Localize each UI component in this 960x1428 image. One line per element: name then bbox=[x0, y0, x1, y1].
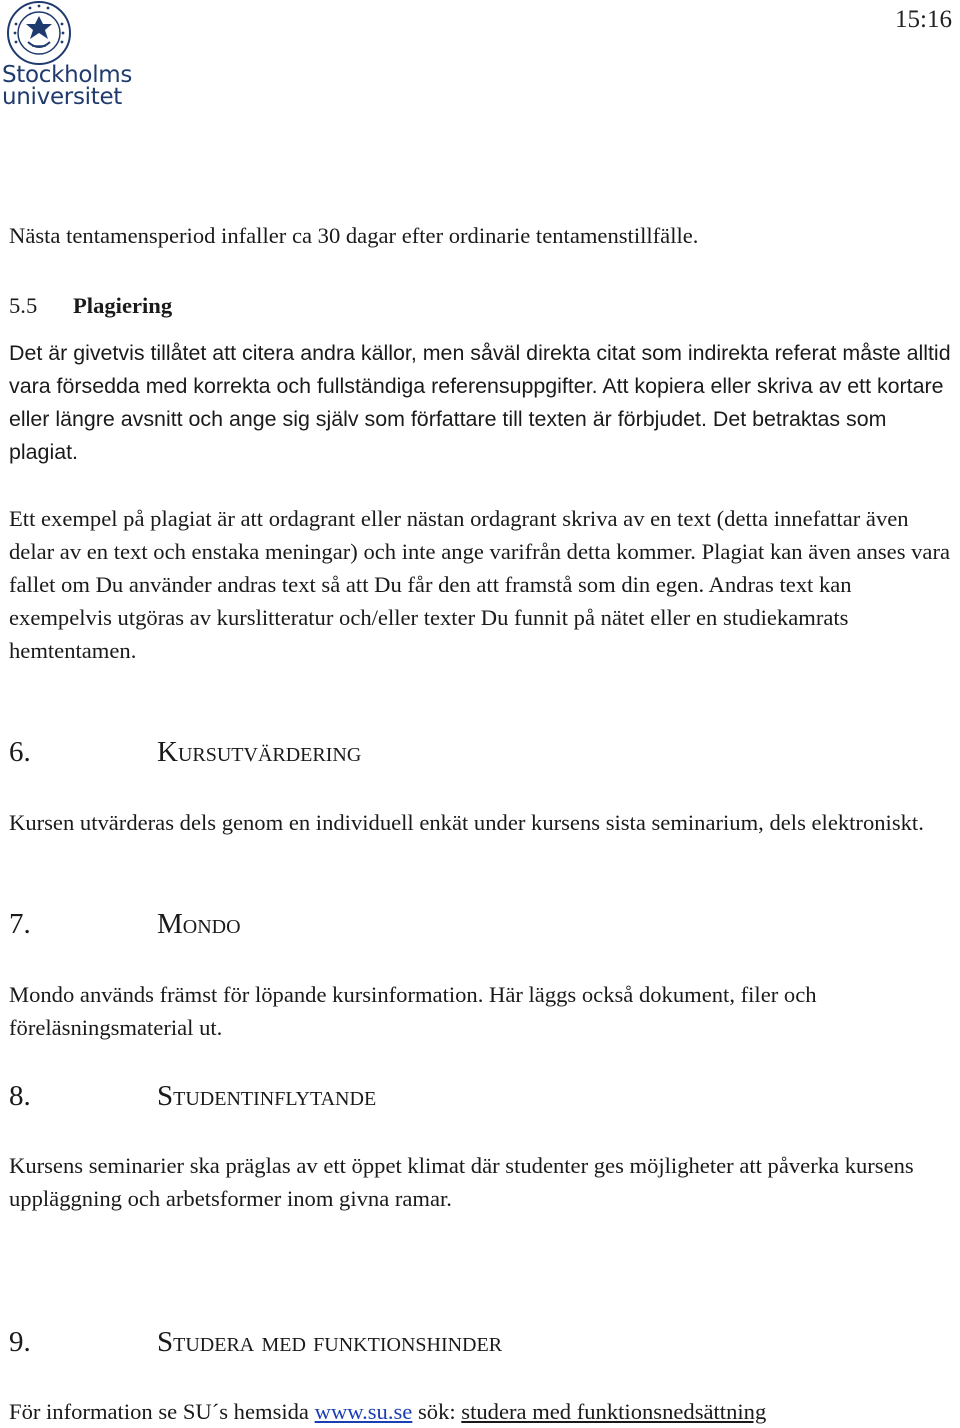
disability-info-middle: sök: bbox=[412, 1399, 462, 1424]
section-title: Plagiering bbox=[73, 293, 173, 318]
section-heading-5-5 bbox=[9, 289, 172, 322]
logo-line-2: universitet bbox=[2, 84, 123, 110]
disability-search-link[interactable]: studera med funktionsnedsättning bbox=[461, 1399, 767, 1424]
section-number: 9. bbox=[9, 1326, 31, 1358]
plagiarism-paragraph-1: Det är givetvis tillåtet att citera andra källor, men såväl direkta citat som indirekta referat måste alltid vara försedda med korrekta och fullständiga referensuppgifter. Att kopiera eller skriva av ett kortare eller längre avsnitt och ange sig själv som författare till texten är förbjudet. Det betraktas som plagiat. bbox=[9, 341, 951, 464]
disability-info-prefix: För information se SU´s hemsida bbox=[9, 1399, 315, 1424]
intro-paragraph: Nästa tentamensperiod infaller ca 30 dagar efter ordinarie tentamenstillfälle. bbox=[9, 223, 699, 248]
section-number: 8. bbox=[9, 1080, 31, 1112]
section-title: Studera med funktionshinder bbox=[157, 1326, 503, 1358]
university-seal-icon bbox=[6, 0, 72, 66]
disability-info-paragraph bbox=[9, 1395, 954, 1428]
page-time: 15:16 bbox=[895, 6, 952, 33]
section-number: 5.5 bbox=[9, 293, 38, 318]
mondo-paragraph: Mondo används främst för löpande kursinformation. Här läggs också dokument, filer och föreläsningsmaterial ut. bbox=[9, 982, 817, 1040]
su-website-link[interactable]: www.su.se bbox=[314, 1399, 413, 1424]
section-title: Kursutvärdering bbox=[157, 736, 362, 768]
section-number: 7. bbox=[9, 908, 31, 940]
section-title: Mondo bbox=[157, 908, 241, 940]
section-number: 6. bbox=[9, 736, 31, 768]
student-influence-paragraph: Kursens seminarier ska präglas av ett öppet klimat där studenter ges möjligheter att påverka kursens uppläggning och arbetsformer inom givna ramar. bbox=[9, 1153, 914, 1211]
plagiarism-paragraph-2: Ett exempel på plagiat är att ordagrant eller nästan ordagrant skriva av en text (detta innefattar även delar av en text och enstaka meningar) och inte ange varifrån detta kommer. Plagiat kan även anses vara fallet om Du använder andras text så att Du får den att framstå som din egen. Andras text kan exempelvis utgöras av kurslitteratur och/eller texter Du funnit på nätet eller en studiekamrats hemtentamen. bbox=[9, 506, 951, 663]
course-evaluation-paragraph: Kursen utvärderas dels genom en individuell enkät under kursens sista seminarium, dels elektroniskt. bbox=[9, 810, 924, 835]
logo-line-1: Stockholms bbox=[2, 62, 133, 88]
stockholm-university-logo bbox=[2, 0, 137, 112]
logo-wordmark bbox=[2, 64, 132, 108]
section-title: Studentinflytande bbox=[157, 1080, 377, 1112]
